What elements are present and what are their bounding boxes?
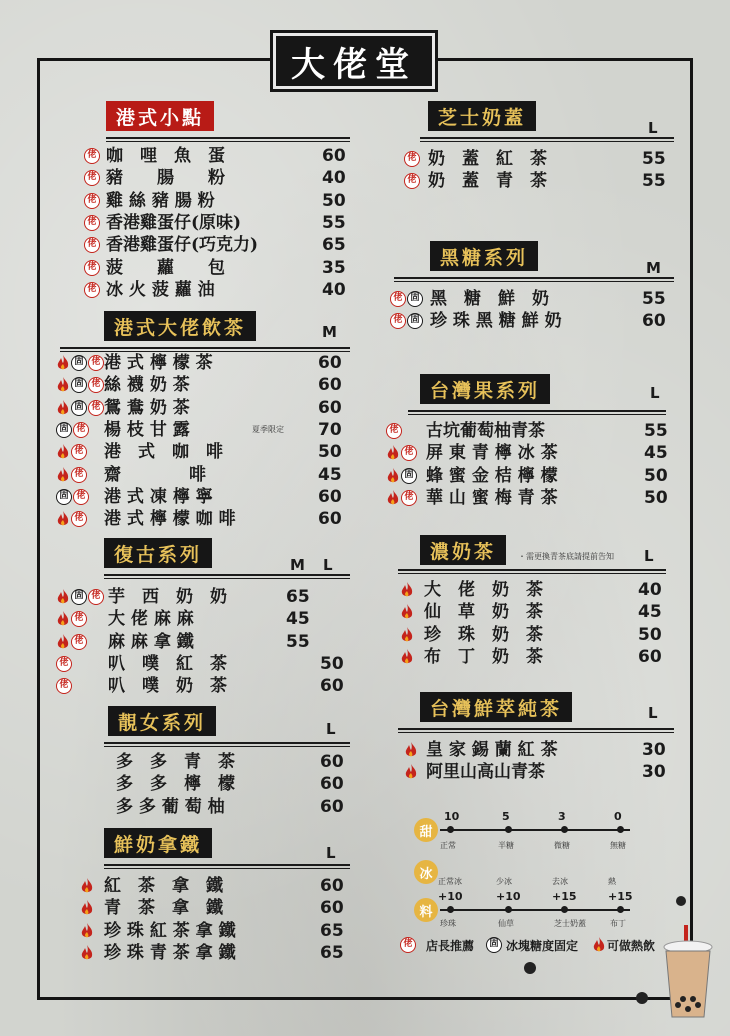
hot-drink-icon <box>400 649 414 665</box>
item-price: 60 <box>320 774 344 795</box>
item-name: 叭 噗 奶 茶 <box>108 676 227 697</box>
item-price: 60 <box>320 898 344 919</box>
topping-price: +10 <box>496 890 521 903</box>
item-name: 布 丁 奶 茶 <box>424 646 543 667</box>
recommend-badge-icon: 佬 <box>71 511 87 527</box>
item-name: 蜂 蜜 金 桔 檸 檬 <box>426 465 558 486</box>
scale-dot <box>617 826 624 833</box>
item-name: 大 佬 麻 麻 <box>108 609 194 630</box>
item-price: 60 <box>322 146 346 166</box>
sweet-name: 正常 <box>440 841 456 850</box>
fixed-badge-icon: 固 <box>56 422 72 438</box>
menu-item <box>400 624 680 646</box>
size-label-latte: L <box>326 844 336 862</box>
item-price: 50 <box>644 487 668 508</box>
item-name: 鴛 鴦 奶 茶 <box>104 397 190 418</box>
sweet-label: 甜 <box>414 818 438 842</box>
fixed-badge-icon: 固 <box>407 291 423 307</box>
recommend-badge-icon: 佬 <box>73 489 89 505</box>
recommend-badge-icon: 佬 <box>88 400 104 416</box>
hot-drink-icon <box>56 355 70 371</box>
recommend-badge-icon: 佬 <box>84 260 100 276</box>
menu-item <box>84 145 354 167</box>
item-price: 55 <box>642 149 666 169</box>
item-price: 50 <box>638 624 662 645</box>
item-name: 芋 西 奶 奶 <box>108 587 227 607</box>
recommend-badge-icon: 佬 <box>400 937 416 953</box>
item-name: 多 多 檸 檬 <box>116 774 235 795</box>
item-price-l: 60 <box>320 676 344 697</box>
item-price: 55 <box>322 212 346 233</box>
topping-label: 料 <box>414 898 438 922</box>
section-title-retro: 復古系列 <box>104 538 212 568</box>
item-name: 港 式 檸 檬 茶 <box>104 353 213 373</box>
menu-item <box>80 897 360 919</box>
hot-drink-icon <box>400 604 414 620</box>
item-name: 奶 蓋 青 茶 <box>428 171 547 192</box>
item-price: 65 <box>320 942 344 963</box>
menu-item <box>56 608 356 630</box>
section-title-brown_sugar: 黑糖系列 <box>430 241 538 271</box>
item-name: 咖 哩 魚 蛋 <box>106 146 225 166</box>
section-title-latte: 鮮奶拿鐵 <box>104 828 212 858</box>
item-price-m: 45 <box>286 609 310 630</box>
topping-name: 芝士奶蓋 <box>554 919 586 928</box>
hot-drink-icon <box>592 937 606 953</box>
item-name: 港 式 檸 檬 咖 啡 <box>104 509 236 530</box>
section-rule-brown_sugar <box>394 277 674 282</box>
hot-drink-icon <box>386 468 400 484</box>
hot-drink-icon <box>56 377 70 393</box>
menu-item <box>56 419 356 441</box>
item-price: 30 <box>642 740 666 760</box>
sweet-level: 10 <box>444 810 460 823</box>
item-price: 60 <box>318 509 342 530</box>
menu-item <box>400 579 680 601</box>
fixed-badge-icon: 固 <box>71 377 87 393</box>
section-title-cheese: 芝士奶蓋 <box>428 101 536 131</box>
topping-name: 仙草 <box>498 919 514 928</box>
fixed-badge-icon: 固 <box>56 489 72 505</box>
recommend-badge-icon: 佬 <box>88 355 104 371</box>
shop-logo: 大佬堂 <box>270 30 438 92</box>
menu-item <box>400 601 680 623</box>
menu-item <box>84 796 354 818</box>
item-price: 40 <box>638 580 662 600</box>
item-price: 45 <box>638 602 662 623</box>
scale-dot <box>505 826 512 833</box>
hot-drink-icon <box>400 627 414 643</box>
recommend-badge-icon: 佬 <box>88 589 104 605</box>
item-name: 香港雞蛋仔(巧克力) <box>106 235 259 256</box>
size-l-label: L <box>323 556 333 574</box>
topping-scale <box>440 909 630 911</box>
menu-item <box>400 646 680 668</box>
section-rule-snacks <box>106 137 350 142</box>
hot-drink-icon <box>56 444 70 460</box>
bubble-tea-cup-icon <box>662 925 714 1020</box>
pearl-decoration <box>524 962 536 974</box>
menu-item <box>56 464 356 486</box>
size-label-hk_tea: M <box>322 323 337 341</box>
item-name: 華 山 蜜 梅 青 茶 <box>426 487 558 508</box>
item-price: 65 <box>320 920 344 941</box>
section-title-rich_milk: 濃奶茶 <box>420 535 506 565</box>
section-rule-girl <box>104 742 350 747</box>
sweet-name: 半糖 <box>498 841 514 850</box>
item-name: 楊 枝 甘 露 <box>104 419 190 440</box>
item-name: 絲 襪 奶 茶 <box>104 375 190 396</box>
ice-label: 冰 <box>414 860 438 884</box>
item-name: 大 佬 奶 茶 <box>424 580 543 600</box>
menu-item <box>84 751 354 773</box>
item-price-m: 65 <box>286 587 310 607</box>
item-price: 45 <box>318 464 342 485</box>
hot-drink-icon <box>80 900 94 916</box>
recommend-badge-icon: 佬 <box>71 611 87 627</box>
legend-recommend: 店長推薦 <box>426 939 475 953</box>
ice-name: 少冰 <box>496 877 512 886</box>
menu-item <box>56 653 356 675</box>
item-price: 60 <box>320 876 344 896</box>
item-price: 35 <box>322 257 346 278</box>
item-name: 豬 腸 粉 <box>106 168 225 189</box>
recommend-badge-icon: 佬 <box>71 634 87 650</box>
menu-item <box>390 288 670 310</box>
item-price: 60 <box>318 486 342 507</box>
recommend-badge-icon: 佬 <box>88 377 104 393</box>
item-name: 香港雞蛋仔(原味) <box>106 212 242 233</box>
hot-drink-icon <box>80 923 94 939</box>
section-rule-retro <box>104 574 350 579</box>
note-green-tea: ・需更換青茶底請提前告知 <box>518 552 614 561</box>
item-price: 60 <box>318 353 342 373</box>
item-name: 珍 珠 黑 糖 鮮 奶 <box>430 311 562 332</box>
scale-dot <box>561 826 568 833</box>
hot-drink-icon <box>56 589 70 605</box>
sweet-level: 5 <box>502 810 510 823</box>
recommend-badge-icon: 佬 <box>390 313 406 329</box>
size-label-cheese: L <box>648 119 658 137</box>
menu-item <box>404 148 674 170</box>
size-label-tw_pure: L <box>648 704 658 722</box>
item-name: 叭 噗 紅 茶 <box>108 653 227 674</box>
pearl-decoration <box>636 992 648 1004</box>
menu-item <box>84 234 354 256</box>
sweet-name: 微糖 <box>554 841 570 850</box>
recommend-badge-icon: 佬 <box>56 678 72 694</box>
item-price: 45 <box>644 443 668 464</box>
item-name: 珍 珠 青 茶 拿 鐵 <box>104 942 236 963</box>
item-price: 60 <box>642 311 666 332</box>
section-rule-rich_milk <box>398 569 666 574</box>
recommend-badge-icon: 佬 <box>84 170 100 186</box>
menu-item <box>404 739 684 761</box>
topping-name: 布丁 <box>610 919 626 928</box>
item-price: 40 <box>322 279 346 300</box>
menu-item <box>390 310 670 332</box>
menu-item <box>56 374 356 396</box>
legend-fixed: 冰塊糖度固定 <box>506 939 579 953</box>
ice-name: 正常冰 <box>438 877 462 886</box>
item-name: 珍 珠 紅 茶 拿 鐵 <box>104 920 236 941</box>
hot-drink-icon <box>56 511 70 527</box>
item-name: 古坑葡萄柚青茶 <box>426 421 545 441</box>
item-price: 55 <box>642 289 666 309</box>
menu-item <box>80 942 360 964</box>
menu-item <box>404 170 674 192</box>
menu-item <box>84 167 354 189</box>
size-label-girl: L <box>326 720 336 738</box>
fixed-badge-icon: 固 <box>407 313 423 329</box>
hot-drink-icon <box>386 445 400 461</box>
item-price: 60 <box>320 752 344 772</box>
hot-drink-icon <box>404 764 418 780</box>
menu-item <box>56 397 356 419</box>
item-price: 30 <box>642 762 666 783</box>
sweet-level: 3 <box>558 810 566 823</box>
hot-drink-icon <box>386 490 400 506</box>
hot-drink-icon <box>404 742 418 758</box>
ice-name: 去冰 <box>552 877 568 886</box>
item-name: 黑 糖 鮮 奶 <box>430 289 549 309</box>
sweet-scale <box>440 829 630 831</box>
scale-dot <box>617 906 624 913</box>
legend-hot: 可做熱飲 <box>607 939 656 953</box>
topping-price: +15 <box>608 890 633 903</box>
topping-name: 珍珠 <box>440 919 456 928</box>
item-price-m: 55 <box>286 631 310 652</box>
recommend-badge-icon: 佬 <box>84 237 100 253</box>
section-rule-tw_fruit <box>408 410 666 415</box>
size-label-rich_milk: L <box>644 547 654 565</box>
item-name: 麻 麻 拿 鐵 <box>108 631 194 652</box>
menu-item <box>386 420 676 442</box>
note-summer: 夏季限定 <box>252 425 284 434</box>
scale-dot <box>447 906 454 913</box>
menu-item <box>84 212 354 234</box>
menu-item <box>56 441 356 463</box>
item-price: 55 <box>642 171 666 192</box>
section-title-girl: 靚女系列 <box>108 706 216 736</box>
legend-footer <box>400 934 670 956</box>
item-name: 多 多 葡 萄 柚 <box>116 796 225 817</box>
fixed-badge-icon: 固 <box>401 468 417 484</box>
item-name: 阿里山高山青茶 <box>426 762 545 783</box>
menu-item <box>84 773 354 795</box>
menu-item <box>84 257 354 279</box>
menu-item <box>56 675 356 697</box>
item-name: 仙 草 奶 茶 <box>424 602 543 623</box>
menu-item <box>84 279 354 301</box>
item-price-l: 50 <box>320 653 344 674</box>
hot-drink-icon <box>80 945 94 961</box>
recommend-badge-icon: 佬 <box>84 282 100 298</box>
fixed-badge-icon: 固 <box>486 937 502 953</box>
recommend-badge-icon: 佬 <box>71 467 87 483</box>
section-title-tw_pure: 台灣鮮萃純茶 <box>420 692 572 722</box>
recommend-badge-icon: 佬 <box>404 151 420 167</box>
menu-item <box>84 190 354 212</box>
menu-item <box>56 486 356 508</box>
recommend-badge-icon: 佬 <box>404 173 420 189</box>
item-price: 50 <box>322 190 346 211</box>
item-name: 皇 家 錫 蘭 紅 茶 <box>426 740 558 760</box>
menu-item <box>80 920 360 942</box>
menu-item <box>56 631 356 653</box>
item-name: 奶 蓋 紅 茶 <box>428 149 547 169</box>
fixed-badge-icon: 固 <box>71 589 87 605</box>
topping-price: +10 <box>438 890 463 903</box>
pearl-decoration <box>676 896 686 906</box>
item-price: 60 <box>318 375 342 396</box>
item-name: 多 多 青 茶 <box>116 752 235 772</box>
section-title-tw_fruit: 台灣果系列 <box>420 374 550 404</box>
menu-item <box>56 508 356 530</box>
menu-item <box>404 761 684 783</box>
item-name: 青 茶 拿 鐵 <box>104 898 223 919</box>
item-name: 齋 啡 <box>104 464 206 485</box>
hot-drink-icon <box>400 582 414 598</box>
size-label-brown_sugar: M <box>646 259 661 277</box>
item-price: 50 <box>318 442 342 463</box>
recommend-badge-icon: 佬 <box>386 423 402 439</box>
recommend-badge-icon: 佬 <box>84 148 100 164</box>
menu-item <box>386 487 676 509</box>
ice-name: 熱 <box>608 877 616 886</box>
scale-dot <box>561 906 568 913</box>
item-name: 紅 茶 拿 鐵 <box>104 876 223 896</box>
recommend-badge-icon: 佬 <box>73 422 89 438</box>
menu-item <box>56 352 356 374</box>
item-price: 60 <box>318 397 342 418</box>
menu-item <box>80 875 360 897</box>
item-name: 雞 絲 豬 腸 粉 <box>106 190 215 211</box>
size-m-label: M <box>290 556 305 574</box>
item-price: 60 <box>320 796 344 817</box>
recommend-badge-icon: 佬 <box>401 445 417 461</box>
menu-item <box>56 586 356 608</box>
item-price: 55 <box>644 421 668 441</box>
item-price: 60 <box>638 646 662 667</box>
recommend-badge-icon: 佬 <box>401 490 417 506</box>
hot-drink-icon <box>80 878 94 894</box>
scale-dot <box>447 826 454 833</box>
section-rule-tw_pure <box>398 728 674 733</box>
item-name: 珍 珠 奶 茶 <box>424 624 543 645</box>
item-name: 屏 東 青 檸 冰 茶 <box>426 443 558 464</box>
item-name: 菠 蘿 包 <box>106 257 225 278</box>
item-price: 40 <box>322 168 346 189</box>
recommend-badge-icon: 佬 <box>390 291 406 307</box>
hot-drink-icon <box>56 611 70 627</box>
recommend-badge-icon: 佬 <box>71 444 87 460</box>
recommend-badge-icon: 佬 <box>56 656 72 672</box>
section-title-snacks: 港式小點 <box>106 101 214 131</box>
section-title-hk_tea: 港式大佬飲茶 <box>104 311 256 341</box>
size-label-tw_fruit: L <box>650 384 660 402</box>
item-name: 港 式 咖 啡 <box>104 442 223 463</box>
item-name: 港 式 凍 檸 寧 <box>104 486 213 507</box>
item-price: 70 <box>318 419 342 440</box>
item-price: 50 <box>644 465 668 486</box>
recommend-badge-icon: 佬 <box>84 215 100 231</box>
scale-dot <box>505 906 512 913</box>
hot-drink-icon <box>56 400 70 416</box>
sweet-level: 0 <box>614 810 622 823</box>
sweet-name: 無糖 <box>610 841 626 850</box>
fixed-badge-icon: 固 <box>71 355 87 371</box>
section-rule-cheese <box>420 137 674 142</box>
section-rule-latte <box>104 864 350 869</box>
topping-price: +15 <box>552 890 577 903</box>
menu-item <box>386 442 676 464</box>
menu-item <box>386 465 676 487</box>
hot-drink-icon <box>56 634 70 650</box>
item-price: 65 <box>322 235 346 256</box>
hot-drink-icon <box>56 467 70 483</box>
recommend-badge-icon: 佬 <box>84 193 100 209</box>
fixed-badge-icon: 固 <box>71 400 87 416</box>
item-name: 冰 火 菠 蘿 油 <box>106 279 215 300</box>
